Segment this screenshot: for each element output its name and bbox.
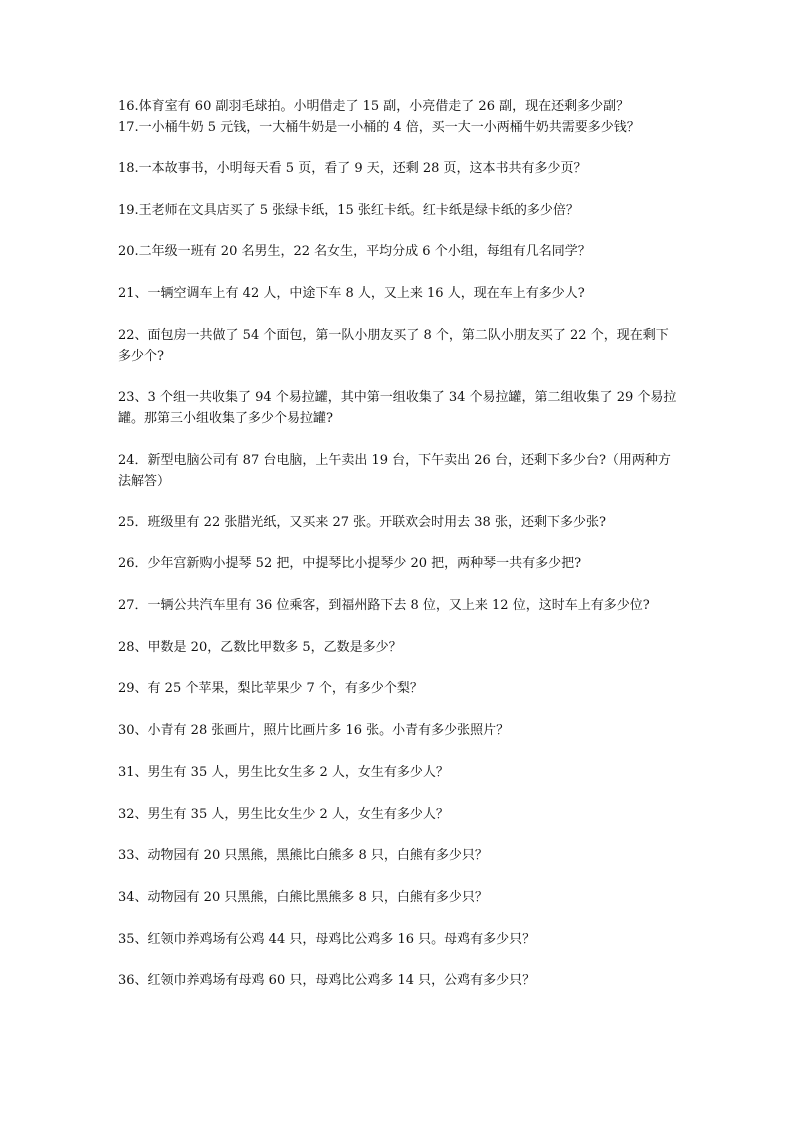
question-26: 26．少年宫新购小提琴 52 把，中提琴比小提琴少 20 把，两种琴一共有多少把? (118, 556, 582, 571)
question-19: 19.王老师在文具店买了 5 张绿卡纸，15 张红卡纸。红卡纸是绿卡纸的多少倍？ (118, 203, 579, 218)
question-32: 32、男生有 35 人，男生比女生少 2 人，女生有多少人？ (118, 807, 449, 822)
question-27: 27．一辆公共汽车里有 36 位乘客，到福州路下去 8 位，又上来 12 位，这时车上有多少位? (118, 598, 650, 613)
question-31: 31、男生有 35 人，男生比女生多 2 人，女生有多少人？ (118, 765, 449, 780)
question-35: 35、红领巾养鸡场有公鸡 44 只，母鸡比公鸡多 16 只。母鸡有多少只？ (118, 932, 536, 947)
question-18: 18.一本故事书，小明每天看 5 页，看了 9 天，还剩 28 页，这本书共有多少页？ (118, 161, 587, 176)
question-34: 34、动物园有 20 只黑熊，白熊比黑熊多 8 只，白熊有多少只？ (118, 890, 488, 905)
question-29: 29、有 25 个苹果，梨比苹果少 7 个，有多少个梨？ (118, 681, 423, 696)
question-30: 30、小青有 28 张画片，照片比画片多 16 张。小青有多少张照片？ (118, 723, 510, 738)
question-22: 22、面包房一共做了 54 个面包，第一队小朋友买了 8 个，第二队小朋友买了 22 个，现在剩下多少个? (118, 328, 669, 364)
question-23: 23、3 个组一共收集了 94 个易拉罐，其中第一组收集了 34 个易拉罐，第二组收集了 29 个易拉罐。那第三小组收集了多少个易拉罐? (118, 390, 677, 426)
question-28: 28、甲数是 20，乙数比甲数多 5，乙数是多少？ (118, 640, 402, 655)
question-24: 24．新型电脑公司有 87 台电脑，上午卖出 19 台，下午卖出 26 台，还剩下多少台?（用两种方法解答） (118, 453, 671, 489)
question-36: 36、红领巾养鸡场有母鸡 60 只，母鸡比公鸡多 14 只，公鸡有多少只？ (118, 973, 536, 988)
question-33: 33、动物园有 20 只黑熊，黑熊比白熊多 8 只，白熊有多少只？ (118, 848, 488, 863)
question-21: 21、一辆空调车上有 42 人，中途下车 8 人，又上来 16 人，现在车上有多少人? (118, 286, 585, 301)
question-17: 17.一小桶牛奶 5 元钱，一大桶牛奶是一小桶的 4 倍，买一大一小两桶牛奶共需要多少钱？ (118, 120, 640, 135)
question-16: 16.体育室有 60 副羽毛球拍。小明借走了 15 副，小亮借走了 26 副，现在还剩多少副？ (118, 99, 630, 114)
question-20: 20.二年级一班有 20 名男生，22 名女生，平均分成 6 个小组，每组有几名同学？ (118, 244, 591, 259)
question-25: 25．班级里有 22 张腊光纸，又买来 27 张。开联欢会时用去 38 张，还剩下多少张? (118, 515, 606, 530)
